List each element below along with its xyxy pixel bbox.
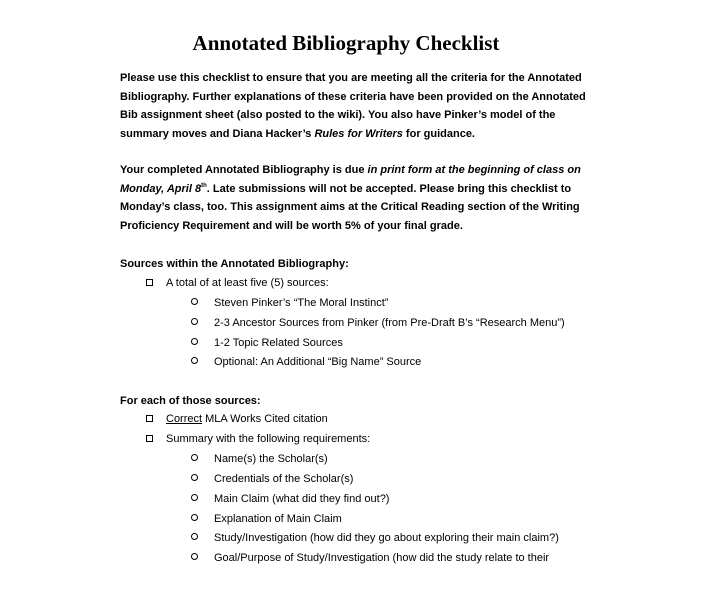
checklist-item-mla-citation[interactable] xyxy=(146,412,328,426)
checklist-item-label: Summary with the following requirements: xyxy=(166,433,371,445)
list-item-label: Study/Investigation (how did they go about exploring their main claim?) xyxy=(214,532,559,544)
circle-bullet-icon xyxy=(191,533,198,540)
list-item xyxy=(191,472,353,486)
sources-heading: Sources within the Annotated Bibliography: xyxy=(120,258,349,270)
list-item-label: Name(s) the Scholar(s) xyxy=(214,453,328,465)
checklist-item-label: MLA Works Cited citation xyxy=(202,413,328,425)
list-item-label: Main Claim (what did they find out?) xyxy=(214,493,390,505)
circle-bullet-icon xyxy=(191,318,198,325)
list-item-label: Goal/Purpose of Study/Investigation (how did the study relate to their xyxy=(214,552,550,564)
document-title: Annotated Bibliography Checklist xyxy=(192,31,500,55)
list-item xyxy=(191,316,565,330)
intro-paragraph xyxy=(120,69,590,144)
book-title-italic: Rules for Writers xyxy=(314,128,403,141)
intro-text: summary moves and Diana Hacker’s xyxy=(120,128,315,141)
circle-bullet-icon xyxy=(191,514,198,521)
list-item-label: Credentials of the Scholar(s) xyxy=(214,473,354,485)
circle-bullet-icon xyxy=(191,357,198,364)
list-item xyxy=(191,452,328,466)
due-date-italic: Monday, April 8 xyxy=(120,182,202,195)
underlined-word: Correct xyxy=(166,413,203,425)
circle-bullet-icon xyxy=(191,474,198,481)
list-item xyxy=(191,355,421,369)
intro-line xyxy=(120,125,590,144)
due-text: Your completed Annotated Bibliography is due xyxy=(120,164,368,176)
list-item xyxy=(191,336,343,350)
list-item xyxy=(191,512,342,526)
list-item xyxy=(191,551,549,565)
intro-line: Bib assignment sheet (also posted to the wiki). You also have Pinker’s model of the xyxy=(120,109,556,122)
circle-bullet-icon xyxy=(191,494,198,501)
circle-bullet-icon xyxy=(191,454,198,461)
due-italic: in print form at the beginning of class on xyxy=(367,164,581,176)
list-item-label: 1-2 Topic Related Sources xyxy=(214,337,343,349)
list-item-label: Optional: An Additional “Big Name” Source xyxy=(214,356,422,368)
list-item xyxy=(191,531,559,545)
checkbox-icon[interactable] xyxy=(146,435,153,442)
each-source-heading: For each of those sources: xyxy=(120,395,261,407)
circle-bullet-icon xyxy=(191,338,198,345)
circle-bullet-icon xyxy=(191,298,198,305)
due-line xyxy=(120,180,590,199)
due-text: . Late submissions will not be accepted. Please bring this checklist to xyxy=(206,182,572,195)
list-item-label: Steven Pinker’s “The Moral Instinct” xyxy=(214,297,389,309)
due-line: Proficiency Requirement and will be worth 5% of your final grade. xyxy=(120,220,463,233)
checkbox-icon[interactable] xyxy=(146,415,153,422)
checklist-item-summary[interactable] xyxy=(146,432,370,446)
list-item xyxy=(191,492,389,506)
checklist-item-label: A total of at least five (5) sources: xyxy=(166,277,329,289)
circle-bullet-icon xyxy=(191,553,198,560)
intro-text: for guidance. xyxy=(402,128,475,141)
ordinal-suffix: th xyxy=(201,182,207,189)
list-item-label: 2-3 Ancestor Sources from Pinker (from Pre-Draft B’s “Research Menu”) xyxy=(214,317,565,329)
checkbox-icon[interactable] xyxy=(146,279,153,286)
list-item-label: Explanation of Main Claim xyxy=(214,513,342,525)
due-paragraph xyxy=(120,161,590,236)
due-line xyxy=(120,161,590,180)
intro-line: Bibliography. Further explanations of these criteria have been provided on the Annotated xyxy=(120,90,586,103)
due-line: Monday’s class, too. This assignment aims at the Critical Reading section of the Writing xyxy=(120,201,580,214)
checklist-item-total-sources[interactable] xyxy=(146,276,329,290)
list-item xyxy=(191,296,388,310)
intro-line: Please use this checklist to ensure that you are meeting all the criteria for the Annotated xyxy=(120,72,582,84)
